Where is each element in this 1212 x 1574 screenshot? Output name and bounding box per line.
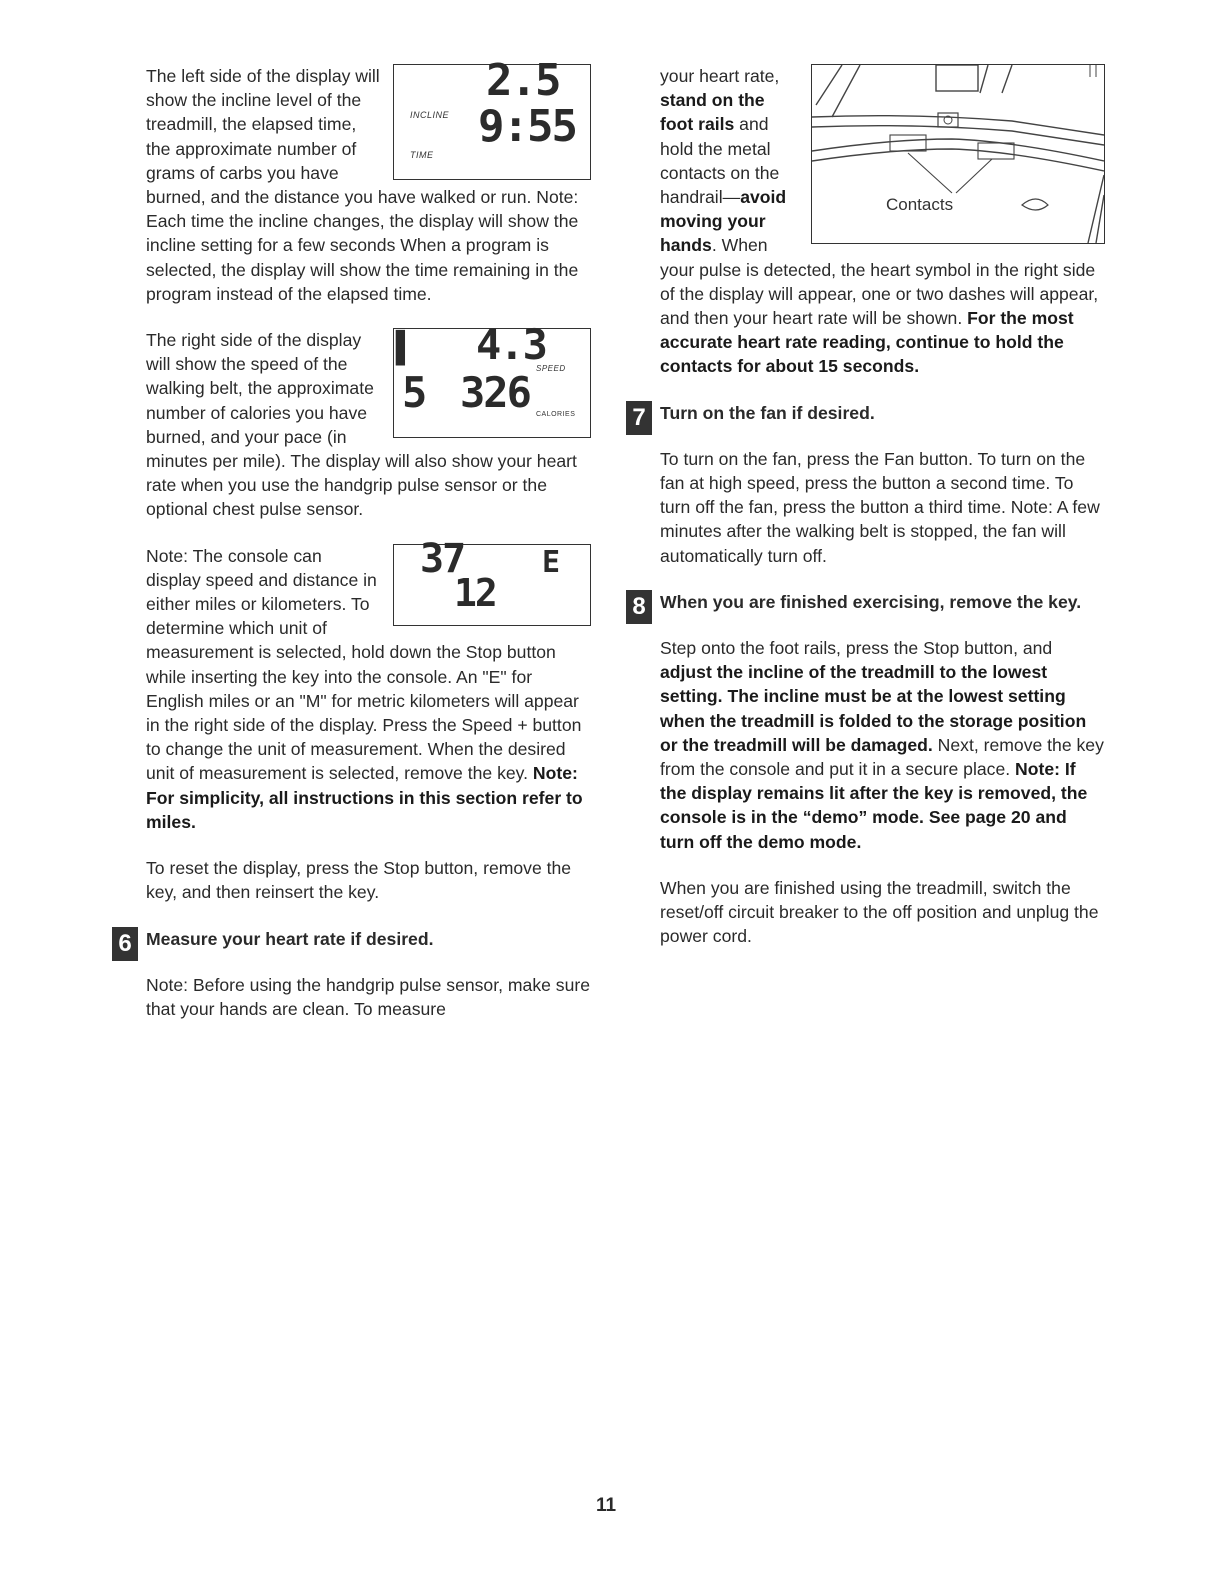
incline-value: 2.5 bbox=[486, 55, 560, 106]
finish-paragraph bbox=[660, 636, 1105, 854]
contacts-label: Contacts bbox=[886, 195, 954, 214]
speed-calories-display-figure bbox=[393, 320, 591, 438]
finish-bold-2: Note: If the display remains lit after the key is removed, the console is in the “demo” mode. See page 20 and turn off the demo mode. bbox=[660, 759, 1088, 852]
right-column bbox=[632, 64, 1105, 949]
hr-bold-3: For the most accurate heart rate reading, continue to hold the contacts for about 15 seconds. bbox=[660, 308, 1074, 377]
handrail-contacts-figure bbox=[811, 64, 1105, 244]
time-value: 9:55 bbox=[478, 101, 576, 152]
fan-paragraph: To turn on the fan, press the Fan button. To turn on the fan at high speed, press the button a second time. To turn off the fan, press the button a third time. Note: A few minutes after the walking belt is stopped, the fan will automatically turn off. bbox=[660, 448, 1100, 566]
units-indicator: E bbox=[542, 544, 559, 580]
calories-label: CALORIES bbox=[536, 411, 576, 419]
incline-time-section bbox=[146, 55, 591, 306]
step-8 bbox=[632, 590, 1105, 620]
time-label: TIME bbox=[410, 150, 434, 160]
speed-value: 4.3 bbox=[476, 320, 546, 370]
finish-bold-1: adjust the incline of the treadmill to the lowest setting. The incline must be at the lowest setting when the treadmill is folded to the storage position or the treadmill will be damaged. bbox=[660, 662, 1087, 755]
speed-calories-section bbox=[146, 320, 591, 522]
units-paragraph-text: Note: The console can display speed and distance in either miles or kilometers. To determine which unit of measurement is selected, hold down the Stop button while inserting the key into the console. An "E" for English miles or an "M" for metric kilometers will appear in the right side of the display. Press the Speed + button to change the unit of measurement. When the desired unit of measurement is selected, remove the key. bbox=[146, 545, 582, 784]
hr-bold-1: stand on the foot rails bbox=[660, 90, 765, 135]
finish-text-2: Next, remove the key from the console and put it in a secure place. bbox=[660, 734, 1104, 780]
calories-left-digit: 5 bbox=[402, 368, 426, 418]
incline-time-display-figure bbox=[393, 55, 591, 180]
step-8-number: 8 bbox=[626, 590, 652, 624]
step-7 bbox=[632, 401, 1105, 431]
hr-bold-2: avoid moving your hands bbox=[660, 187, 787, 256]
handrail-illustration bbox=[812, 65, 1104, 243]
step-7-title: Turn on the fan if desired. bbox=[660, 402, 875, 423]
page-number: 11 bbox=[595, 1495, 617, 1516]
hr-text-3: . When your pulse is detected, the heart symbol in the right side of the display will appear, one or two dashes will appear, and then your heart rate will be shown. bbox=[660, 235, 1099, 329]
step-6-number: 6 bbox=[112, 927, 138, 961]
units-top-value: 37 bbox=[420, 535, 465, 582]
incline-time-paragraph: The left side of the display will show the incline level of the treadmill, the elapsed time, the approximate number of grams of carbs you have burned, and the distance you have walked or run. Note: Each time the incline changes, the display will show the incline setting for a few seconds When a program is selected, the display will show the time remaining in the program instead of the elapsed time. bbox=[146, 66, 579, 304]
speed-left-digit: ▌ bbox=[396, 331, 413, 367]
calories-value: 326 bbox=[460, 368, 530, 418]
left-column bbox=[118, 55, 591, 1021]
units-section bbox=[146, 535, 591, 834]
speed-calories-paragraph: The right side of the display will show the speed of the walking belt, the approximate number of calories you have burned, and your pace (in minutes per mile). The display will also show your heart rate when you use the handgrip pulse sensor or the optional chest pulse sensor. bbox=[146, 330, 577, 520]
handgrip-note-paragraph: Note: Before using the handgrip pulse sensor, make sure that your hands are clean. To measure bbox=[146, 974, 591, 1019]
step-8-title: When you are finished exercising, remove the key. bbox=[660, 591, 1082, 612]
hr-text-1: your heart rate, bbox=[660, 66, 780, 86]
units-bottom-value: 12 bbox=[454, 570, 496, 615]
heart-rate-section bbox=[660, 64, 1105, 379]
step-6-title: Measure your heart rate if desired. bbox=[146, 928, 434, 949]
incline-label: INCLINE bbox=[410, 110, 450, 120]
reset-paragraph: To reset the display, press the Stop button, remove the key, and then reinsert the key. bbox=[146, 858, 572, 903]
units-display-figure bbox=[393, 535, 591, 626]
speed-label: SPEED bbox=[536, 364, 566, 374]
finish-text-1: Step onto the foot rails, press the Stop button, and bbox=[660, 638, 1053, 659]
unplug-paragraph: When you are finished using the treadmill, switch the reset/off circuit breaker to the off position and unplug the power cord. bbox=[660, 877, 1099, 947]
step-7-number: 7 bbox=[626, 401, 652, 435]
hr-text-2: and hold the metal contacts on the handrail— bbox=[660, 114, 780, 208]
units-paragraph-note: Note: For simplicity, all instructions in this section refer to miles. bbox=[146, 763, 583, 832]
step-6 bbox=[118, 927, 591, 957]
